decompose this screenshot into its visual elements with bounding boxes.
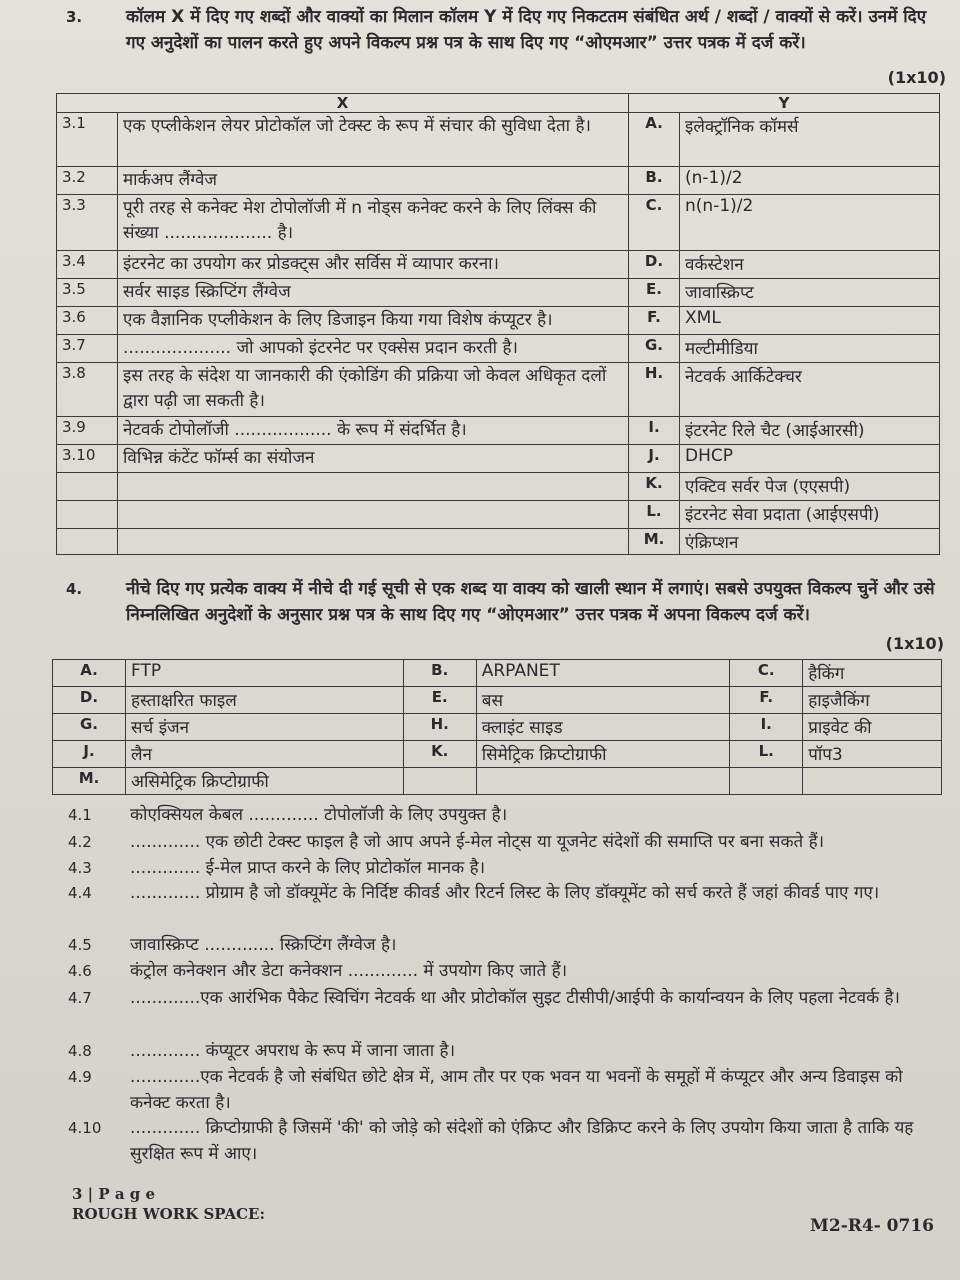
- x-item-number: 3.4: [57, 251, 118, 279]
- y-item-text: (n-1)/2: [680, 167, 940, 195]
- x-item-text: [118, 473, 629, 501]
- x-item-text: सर्वर साइड स्क्रिप्टिंग लैंग्वेज: [118, 279, 629, 307]
- statement-number: 4.3: [68, 859, 92, 877]
- option-letter: M.: [53, 768, 126, 795]
- y-item-letter: J.: [629, 445, 680, 473]
- footer-left: [72, 1184, 265, 1224]
- statement-item: [68, 802, 948, 828]
- x-item-number: 3.1: [57, 113, 118, 167]
- y-item-text: वर्कस्टेशन: [680, 251, 940, 279]
- y-item-letter: G.: [629, 335, 680, 363]
- question-3-marks: (1x10): [887, 68, 946, 87]
- statement-item: [68, 1038, 948, 1064]
- options-table: [52, 659, 942, 795]
- x-item-text: विभिन्न कंटेंट फॉर्म्स का संयोजन: [118, 445, 629, 473]
- match-row: [57, 279, 940, 307]
- option-letter: B.: [403, 660, 476, 687]
- statement-text: ............. एक छोटी टेक्स्ट फाइल है जो आप अपने ई-मेल नोट्स या यूजनेट संदेशों की समाप्ति पर बना सकते हैं।: [130, 832, 825, 852]
- option-letter: C.: [730, 660, 803, 687]
- statement-text: .............एक नेटवर्क है जो संबंधित छोटे क्षेत्र में, आम तौर पर एक भवन या भवनों के समूहों में कंप्यूटर और अन्य डिवाइस को कनेक्ट करता है।: [130, 1067, 903, 1113]
- question-4-marks: (1x10): [885, 634, 944, 653]
- option-letter: [730, 768, 803, 795]
- rough-work-label: ROUGH WORK SPACE:: [72, 1205, 266, 1223]
- x-item-number: 3.7: [57, 335, 118, 363]
- x-item-text: इस तरह के संदेश या जानकारी की एंकोडिंग की प्रक्रिया जो केवल अधिकृत दलों द्वारा पढ़ी जा सकती है।: [118, 363, 629, 417]
- statement-text: जावास्क्रिप्ट ............. स्क्रिप्टिंग लैंग्वेज है।: [130, 935, 397, 955]
- option-text: बस: [476, 687, 729, 714]
- statement-text: ............. कंप्यूटर अपराध के रूप में जाना जाता है।: [130, 1041, 456, 1061]
- statement-text: ............. क्रिप्टोग्राफी है जिसमें 'की' को जोड़े को संदेशों को एंक्रिप्ट और डिक्रिप्ट करने के लिए उपयोग किया जाता है ताकि यह सुरक्षित रूप में आए।: [130, 1118, 914, 1164]
- y-item-letter: C.: [629, 195, 680, 251]
- option-row: [53, 714, 942, 741]
- option-text: ARPANET: [476, 660, 729, 687]
- y-item-letter: M.: [629, 529, 680, 555]
- x-item-text: नेटवर्क टोपोलॉजी .................. के रूप में संदर्भित है।: [118, 417, 629, 445]
- x-item-text: इंटरनेट का उपयोग कर प्रोडक्ट्स और सर्विस में व्यापार करना।: [118, 251, 629, 279]
- y-item-letter: K.: [629, 473, 680, 501]
- statement-item: [68, 855, 948, 881]
- y-item-text: एक्टिव सर्वर पेज (एएसपी): [680, 473, 940, 501]
- y-item-text: एंक्रिप्शन: [680, 529, 940, 555]
- option-row: [53, 687, 942, 714]
- statement-item: [68, 1064, 948, 1116]
- option-text: पॉप3: [803, 741, 942, 768]
- statement-item: [68, 829, 948, 855]
- y-item-letter: F.: [629, 307, 680, 335]
- statement-text: कोएक्सियल केबल ............. टोपोलॉजी के लिए उपयुक्त है।: [130, 805, 508, 825]
- statement-number: 4.5: [68, 936, 92, 954]
- x-item-number: [57, 473, 118, 501]
- statement-number: 4.1: [68, 806, 92, 824]
- x-item-number: 3.8: [57, 363, 118, 417]
- option-row: [53, 741, 942, 768]
- match-row: [57, 501, 940, 529]
- option-text: हस्ताक्षरित फाइल: [126, 687, 404, 714]
- statement-item: [68, 958, 948, 984]
- x-item-text: .................... जो आपको इंटरनेट पर एक्सेस प्रदान करती है।: [118, 335, 629, 363]
- page-number: 3 | P a g e: [72, 1185, 156, 1203]
- x-item-text: [118, 529, 629, 555]
- x-item-number: 3.10: [57, 445, 118, 473]
- option-row: [53, 768, 942, 795]
- x-item-text: एक वैज्ञानिक एप्लीकेशन के लिए डिजाइन किया गया विशेष कंप्यूटर है।: [118, 307, 629, 335]
- y-item-letter: I.: [629, 417, 680, 445]
- column-x-header: X: [57, 94, 629, 113]
- statement-text: कंट्रोल कनेक्शन और डेटा कनेक्शन ............. में उपयोग किए जाते हैं।: [130, 961, 568, 981]
- match-row: [57, 251, 940, 279]
- x-item-text: एक एप्लीकेशन लेयर प्रोटोकॉल जो टेक्स्ट के रूप में संचार की सुविधा देता है।: [118, 113, 629, 167]
- x-item-number: 3.5: [57, 279, 118, 307]
- x-item-number: 3.6: [57, 307, 118, 335]
- x-item-text: पूरी तरह से कनेक्ट मेश टोपोलॉजी में n नोड्स कनेक्ट करने के लिए लिंक्स की संख्या .................... है।: [118, 195, 629, 251]
- option-letter: J.: [53, 741, 126, 768]
- statement-item: [68, 1115, 948, 1167]
- y-item-letter: B.: [629, 167, 680, 195]
- y-item-text: नेटवर्क आर्किटेक्चर: [680, 363, 940, 417]
- match-row: [57, 167, 940, 195]
- option-text: असिमेट्रिक क्रिप्टोग्राफी: [126, 768, 404, 795]
- x-item-number: 3.2: [57, 167, 118, 195]
- statement-number: 4.7: [68, 989, 92, 1007]
- match-table: [56, 93, 940, 555]
- statement-item: [68, 880, 948, 906]
- x-item-number: 3.9: [57, 417, 118, 445]
- statement-number: 4.10: [68, 1119, 102, 1137]
- match-row: [57, 473, 940, 501]
- y-item-text: DHCP: [680, 445, 940, 473]
- match-row: [57, 363, 940, 417]
- option-letter: A.: [53, 660, 126, 687]
- option-letter: K.: [403, 741, 476, 768]
- y-item-letter: D.: [629, 251, 680, 279]
- option-row: [53, 660, 942, 687]
- y-item-text: इंटरनेट रिले चैट (आईआरसी): [680, 417, 940, 445]
- question-4-number: 4.: [66, 580, 83, 598]
- match-row: [57, 445, 940, 473]
- option-text: क्लाइंट साइड: [476, 714, 729, 741]
- option-text: [476, 768, 729, 795]
- y-item-letter: L.: [629, 501, 680, 529]
- match-row: [57, 529, 940, 555]
- option-text: हाइजैकिंग: [803, 687, 942, 714]
- option-text: [803, 768, 942, 795]
- statement-text: .............एक आरंभिक पैकेट स्विचिंग नेटवर्क था और प्रोटोकॉल सुइट टीसीपी/आईपी के कार्यान्वयन के लिए पहला नेटवर्क है।: [130, 988, 900, 1008]
- statement-number: 4.6: [68, 962, 92, 980]
- question-4-instruction: नीचे दिए गए प्रत्येक वाक्य में नीचे दी गई सूची से एक शब्द या वाक्य को खाली स्थान में लगाएं। सबसे उपयुक्त विकल्प चुनें और उसे निम्नलिखित अनुदेशों के अनुसार प्रश्न पत्र के साथ दिए गए “ओएमआर” उत्तर पत्रक में अपना विकल्प दर्ज करें।: [126, 579, 935, 625]
- statement-item: [68, 985, 948, 1011]
- x-item-number: [57, 501, 118, 529]
- question-3-number: 3.: [66, 8, 83, 26]
- statement-number: 4.9: [68, 1068, 92, 1086]
- option-letter: H.: [403, 714, 476, 741]
- statement-number: 4.2: [68, 833, 92, 851]
- y-item-letter: H.: [629, 363, 680, 417]
- statement-text: ............. ई-मेल प्राप्त करने के लिए प्रोटोकॉल मानक है।: [130, 858, 486, 878]
- y-item-text: इलेक्ट्रॉनिक कॉमर्स: [680, 113, 940, 167]
- y-item-letter: E.: [629, 279, 680, 307]
- x-item-number: 3.3: [57, 195, 118, 251]
- x-item-number: [57, 529, 118, 555]
- statement-item: [68, 932, 948, 958]
- match-row: [57, 335, 940, 363]
- option-letter: L.: [730, 741, 803, 768]
- y-item-text: जावास्क्रिप्ट: [680, 279, 940, 307]
- option-letter: F.: [730, 687, 803, 714]
- option-text: सिमेट्रिक क्रिप्टोग्राफी: [476, 741, 729, 768]
- y-item-letter: A.: [629, 113, 680, 167]
- match-row: [57, 417, 940, 445]
- option-letter: E.: [403, 687, 476, 714]
- column-y-header: Y: [629, 94, 940, 113]
- match-row: [57, 307, 940, 335]
- option-text: प्राइवेट की: [803, 714, 942, 741]
- match-row: [57, 195, 940, 251]
- match-row: [57, 113, 940, 167]
- statement-number: 4.4: [68, 884, 92, 902]
- option-text: सर्च इंजन: [126, 714, 404, 741]
- y-item-text: n(n-1)/2: [680, 195, 940, 251]
- option-letter: I.: [730, 714, 803, 741]
- y-item-text: इंटरनेट सेवा प्रदाता (आईएसपी): [680, 501, 940, 529]
- statement-text: ............. प्रोग्राम है जो डॉक्यूमेंट के निर्दिष्ट कीवर्ड और रिटर्न लिस्ट के लिए डॉक्यूमेंट को सर्च करते हैं जहां कीवर्ड पाए गए।: [130, 883, 880, 903]
- option-text: हैकिंग: [803, 660, 942, 687]
- question-3-instruction: कॉलम X में दिए गए शब्दों और वाक्यों का मिलान कॉलम Y में दिए गए निकटतम संबंधित अर्थ / शब्दों / वाक्यों से करें। उनमें दिए गए अनुदेशों का पालन करते हुए अपने विकल्प प्रश्न पत्र के साथ दिए गए “ओएमआर” उत्तर पत्रक में दर्ज करें।: [126, 7, 927, 53]
- y-item-text: मल्टीमीडिया: [680, 335, 940, 363]
- paper-code: M2-R4- 0716: [810, 1216, 934, 1236]
- option-letter: [403, 768, 476, 795]
- x-item-text: [118, 501, 629, 529]
- option-letter: D.: [53, 687, 126, 714]
- option-text: FTP: [126, 660, 404, 687]
- option-letter: G.: [53, 714, 126, 741]
- statement-number: 4.8: [68, 1042, 92, 1060]
- option-text: लैन: [126, 741, 404, 768]
- y-item-text: XML: [680, 307, 940, 335]
- x-item-text: मार्कअप लैंग्वेज: [118, 167, 629, 195]
